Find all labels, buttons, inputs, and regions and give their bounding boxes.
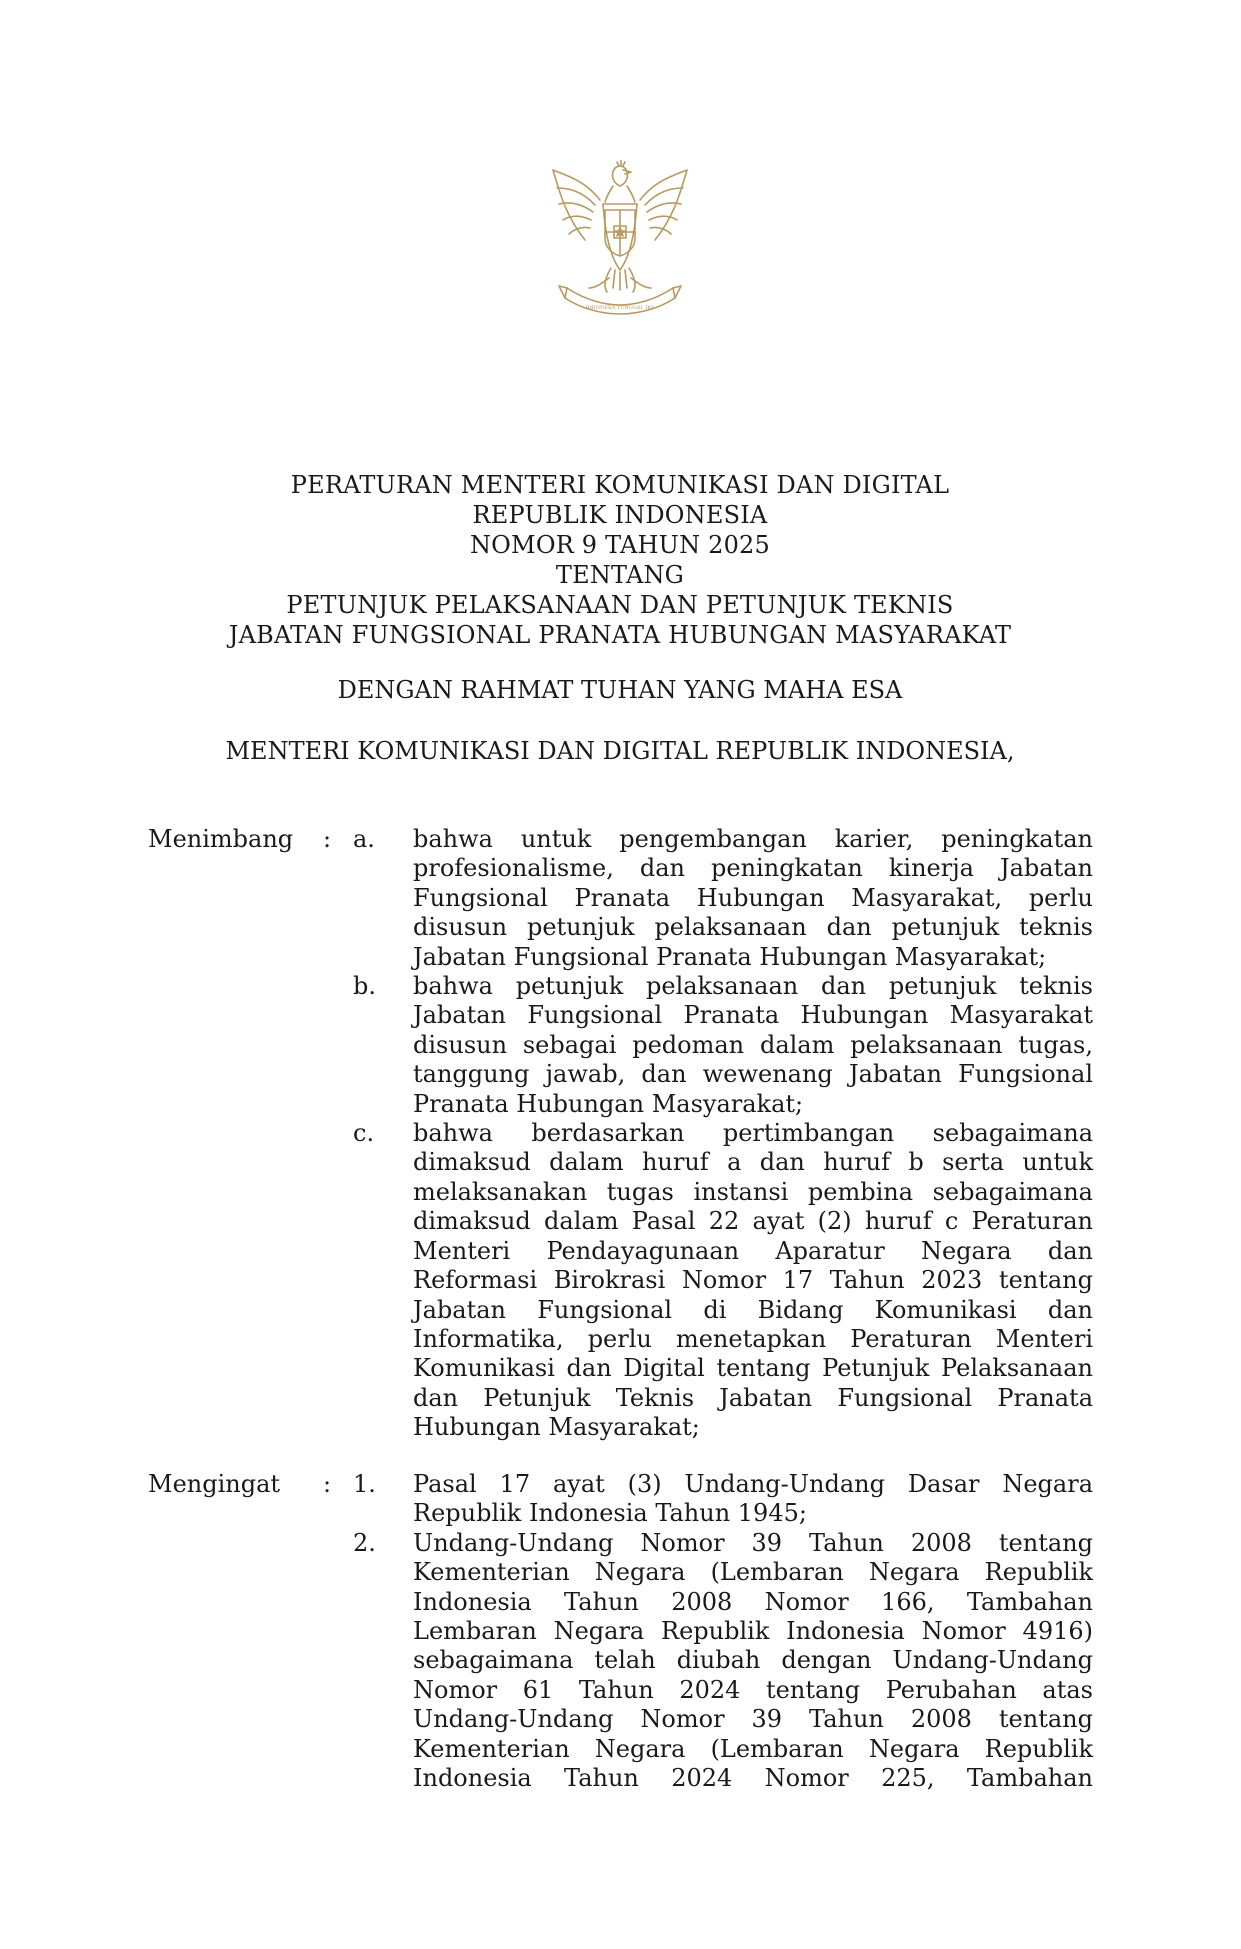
title-line: JABATAN FUNGSIONAL PRANATA HUBUNGAN MASYARAKAT <box>228 621 1012 649</box>
text-line: Menteri Pendayagunaan Aparatur Negara dan <box>413 1236 1093 1265</box>
item-marker: c. <box>353 1119 375 1148</box>
text-line: bahwa berdasarkan pertimbangan sebagaimana <box>413 1119 1093 1148</box>
item-text <box>413 1119 1093 1442</box>
title-line: PERATURAN MENTERI KOMUNIKASI DAN DIGITAL <box>290 471 950 499</box>
item-marker: 1. <box>353 1470 376 1498</box>
regulation-title <box>150 470 1090 650</box>
text-line: Indonesia Tahun 2008 Nomor 166, Tambahan <box>413 1587 1093 1616</box>
section-label: Menimbang <box>148 825 294 853</box>
garuda-emblem-icon <box>545 160 695 315</box>
invocation: DENGAN RAHMAT TUHAN YANG MAHA ESA <box>337 676 903 704</box>
text-line: Komunikasi dan Digital tentang Petunjuk Pelaksanaan <box>413 1354 1093 1383</box>
text-line: tanggung jawab, dan wewenang Jabatan Fungsional <box>413 1060 1093 1089</box>
text-line: Pasal 17 ayat (3) Undang-Undang Dasar Negara <box>413 1470 1093 1498</box>
text-line: dan Petunjuk Teknis Jabatan Fungsional Pranata <box>413 1383 1093 1412</box>
text-line: melaksanakan tugas instansi pembina sebagaimana <box>413 1177 1093 1206</box>
title-line: TENTANG <box>555 561 685 589</box>
text-line: Jabatan Fungsional di Bidang Komunikasi dan <box>413 1295 1093 1324</box>
item-text <box>413 972 1093 1119</box>
item-text <box>413 825 1093 972</box>
text-line: Kementerian Negara (Lembaran Negara Republik <box>413 1734 1093 1763</box>
item-text <box>413 1529 1093 1794</box>
text-line: Lembaran Negara Republik Indonesia Nomor 4916) <box>413 1617 1093 1646</box>
text-line: Indonesia Tahun 2024 Nomor 225, Tambahan <box>413 1764 1093 1793</box>
garuda-pancasila-emblem <box>545 160 695 315</box>
text-line: Reformasi Birokrasi Nomor 17 Tahun 2023 tentang <box>413 1266 1093 1295</box>
text-line: dimaksud dalam Pasal 22 ayat (2) huruf c Peraturan <box>413 1207 1093 1236</box>
text-line: Jabatan Fungsional Pranata Hubungan Masyarakat; <box>413 942 1047 971</box>
item-marker: a. <box>353 825 375 853</box>
text-line: sebagaimana telah diubah dengan Undang-Undang <box>413 1646 1093 1675</box>
text-line: Jabatan Fungsional Pranata Hubungan Masyarakat <box>413 1001 1093 1030</box>
emblem-motto: BHINNEKA TUNGGAL IKA <box>585 305 655 311</box>
list-item <box>148 972 1093 1119</box>
section-colon: : <box>323 1470 332 1498</box>
list-item <box>148 825 1093 972</box>
text-line: profesionalisme, dan peningkatan kinerja Jabatan <box>413 854 1093 883</box>
authority: MENTERI KOMUNIKASI DAN DIGITAL REPUBLIK INDONESIA, <box>225 737 1015 765</box>
text-line: bahwa untuk pengembangan karier, peningkatan <box>413 825 1093 853</box>
title-line: PETUNJUK PELAKSANAAN DAN PETUNJUK TEKNIS <box>286 591 954 619</box>
section-label: Mengingat <box>148 1470 281 1498</box>
menimbang-section <box>148 825 1093 1443</box>
text-line: Informatika, perlu menetapkan Peraturan Menteri <box>413 1324 1093 1353</box>
text-line: dimaksud dalam huruf a dan huruf b serta untuk <box>413 1148 1093 1177</box>
section-colon: : <box>323 825 332 853</box>
text-line: Fungsional Pranata Hubungan Masyarakat, perlu <box>413 883 1093 912</box>
list-item <box>148 1470 1093 1529</box>
item-text <box>413 1470 1093 1529</box>
text-line: bahwa petunjuk pelaksanaan dan petunjuk teknis <box>413 972 1093 1001</box>
mengingat-section <box>148 1470 1093 1793</box>
text-line: Republik Indonesia Tahun 1945; <box>413 1499 807 1528</box>
title-line: NOMOR 9 TAHUN 2025 <box>469 531 770 559</box>
text-line: Undang-Undang Nomor 39 Tahun 2008 tentang <box>413 1705 1093 1734</box>
text-line: Nomor 61 Tahun 2024 tentang Perubahan atas <box>413 1675 1093 1704</box>
item-marker: 2. <box>353 1528 376 1557</box>
text-line: Kementerian Negara (Lembaran Negara Republik <box>413 1558 1093 1587</box>
item-marker: b. <box>353 972 376 1001</box>
text-line: disusun petunjuk pelaksanaan dan petunjuk teknis <box>413 913 1093 942</box>
list-item <box>148 1529 1093 1794</box>
title-line: REPUBLIK INDONESIA <box>472 501 768 529</box>
text-line: Hubungan Masyarakat; <box>413 1413 700 1442</box>
list-item <box>148 1119 1093 1442</box>
text-line: Undang-Undang Nomor 39 Tahun 2008 tentang <box>413 1528 1093 1557</box>
text-line: disusun sebagai pedoman dalam pelaksanaan tugas, <box>413 1030 1093 1059</box>
text-line: Pranata Hubungan Masyarakat; <box>413 1089 804 1118</box>
